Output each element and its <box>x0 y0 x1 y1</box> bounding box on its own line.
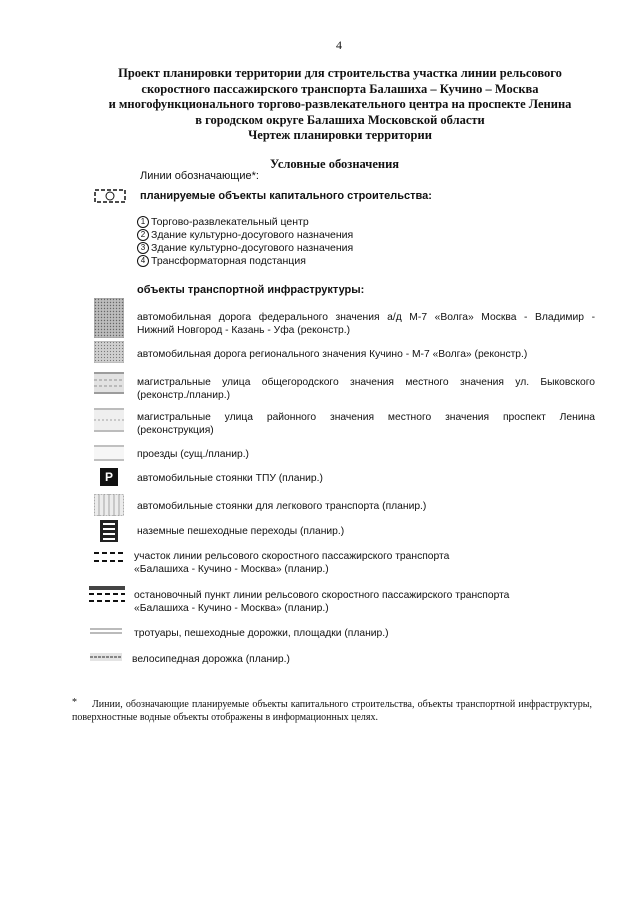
rail-section-symbol <box>94 550 124 564</box>
legend-heading: Условные обозначения <box>270 157 400 171</box>
bike-path-symbol <box>90 653 122 661</box>
title-line: в городском округе Балашиха Московской области <box>195 112 485 127</box>
car-parking-symbol <box>94 494 124 516</box>
number-circle: 1 <box>137 216 149 228</box>
federal-road-symbol <box>94 298 124 338</box>
page-number: 4 <box>336 38 342 52</box>
number-circle: 4 <box>137 255 149 267</box>
regional-road-symbol <box>94 341 124 363</box>
footnote-marker: * <box>72 697 77 708</box>
title-line: скоростного пассажирского транспорта Балашиха – Кучино – Москва <box>141 81 539 96</box>
list-item: 4 Трансформаторная подстанция <box>137 255 353 268</box>
capital-object-symbol <box>94 188 126 204</box>
legend-item: велосипедная дорожка (планир.) <box>132 654 290 665</box>
capital-section-title: планируемые объекты капитального строительства: <box>140 190 432 202</box>
lines-label: Линии обозначающие*: <box>140 170 259 182</box>
title-line: Чертеж планировки территории <box>248 128 432 142</box>
footnote: Линии, обозначающие планируемые объекты капитального строительства, объекты транспортной инфраструктуры, поверхностные водные объекты отображены в информационных целях. <box>72 699 592 723</box>
transport-section-title: объекты транспортной инфраструктуры: <box>137 284 365 296</box>
legend-item: автомобильная дорога регионального значения Кучино - М-7 «Волга» (реконстр.) <box>137 349 528 360</box>
citywide-street-symbol <box>94 372 124 394</box>
number-circle: 2 <box>137 229 149 241</box>
sidewalk-symbol <box>90 627 122 635</box>
legend-item: тротуары, пешеходные дорожки, площадки (планир.) <box>134 628 389 639</box>
list-item: 1 Торгово-развлекательный центр <box>137 216 353 229</box>
district-street-symbol <box>94 408 124 432</box>
parking-icon: P <box>100 468 118 486</box>
legend-item: магистральные улица районного значения местного значения проспект Ленина (реконструкция) <box>137 412 595 436</box>
list-item: 2 Здание культурно-досугового назначения <box>137 229 353 242</box>
legend-item: остановочный пункт линии рельсового скоростного пассажирского транспорта «Балашиха - Кучино - Москва» (планир.) <box>134 590 510 614</box>
title-line: Проект планировки территории для строительства участка линии рельсового <box>118 66 562 80</box>
capital-object-list <box>137 216 353 268</box>
legend-item: наземные пешеходные переходы (планир.) <box>137 526 345 537</box>
legend-item: автомобильные стоянки ТПУ (планир.) <box>137 473 323 484</box>
title-line: и многофункционального торгово-развлекательного центра на проспекте Ленина <box>108 97 572 111</box>
legend-item: проезды (сущ./планир.) <box>137 449 249 460</box>
driveway-symbol <box>94 445 124 461</box>
legend-item: участок линии рельсового скоростного пассажирского транспорта «Балашиха - Кучино - Москва» (планир.) <box>134 551 450 575</box>
list-item: 3 Здание культурно-досугового назначения <box>137 242 353 255</box>
legend-item: автомобильная дорога федерального значения а/д М-7 «Волга» Москва - Владимир - Нижний Новгород - Казань - Уфа (реконстр.) <box>137 312 595 336</box>
number-circle: 3 <box>137 242 149 254</box>
document-title <box>60 66 620 144</box>
pedestrian-crossing-symbol <box>100 520 118 542</box>
legend-item: магистральные улица общегородского значения местного значения ул. Быковского (реконстр./планир.) <box>137 377 595 401</box>
legend-item: автомобильные стоянки для легкового транспорта (планир.) <box>137 501 427 512</box>
rail-stop-symbol <box>89 586 125 604</box>
